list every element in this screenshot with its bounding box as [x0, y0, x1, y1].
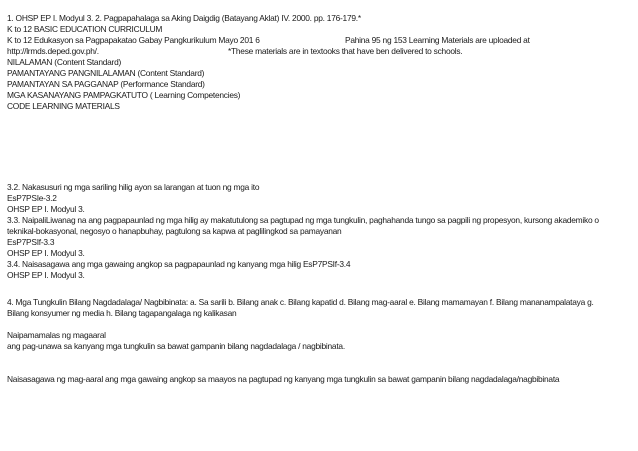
learning-competencies-heading: MGA KASANAYANG PAMPAGKATUTO ( Learning Competencies): [7, 90, 241, 100]
code-3-2: EsP7PSIe-3.2: [7, 193, 57, 203]
content-standard-label: NILALAMAN (Content Standard): [7, 57, 122, 67]
reference-line: 1. OHSP EP I. Modyul 3. 2. Pagpapahalaga sa Aking Daigdig (Batayang Aklat) IV. 2000. pp. 176-179.*: [7, 13, 361, 23]
curriculum-guide-row: [7, 35, 638, 45]
competency-3-3-continued: teknikal-bokasyonal, negosyo o hanapbuhay, pagtulong sa kapwa at paglilingkod sa pamayanan: [7, 226, 342, 236]
competency-3-2: 3.2. Nakasusuri ng mga sariling hilig ayon sa larangan at tuon ng mga ito: [7, 182, 260, 192]
materials-note: *These materials are in textooks that have ben delivered to schools.: [228, 46, 463, 56]
page-info: Pahina 95 ng 153 Learning Materials are uploaded at: [345, 35, 530, 45]
performance-standard-heading: PAMANTAYAN SA PAGGANAP (Performance Standard): [7, 79, 205, 89]
material-3-4: OHSP EP I. Modyul 3.: [7, 270, 85, 280]
material-3-2: OHSP EP I. Modyul 3.: [7, 204, 85, 214]
code-learning-materials-heading: CODE LEARNING MATERIALS: [7, 101, 120, 111]
code-3-3: EsP7PSIf-3.3: [7, 237, 55, 247]
tungkulin-heading: 4. Mga Tungkulin Bilang Nagdadalaga/ Nagbibinata: a. Sa sarili b. Bilang anak c. Bilang kapatid d. Bilang mag-aaral e. Bilang mamamayan f. Bilang mananampalataya g.: [7, 297, 594, 307]
lrmds-row: [7, 46, 638, 56]
tungkulin-heading-continued: Bilang konsyumer ng media h. Bilang tagapangalaga ng kalikasan: [7, 308, 237, 318]
competency-3-4: 3.4. Naisasagawa ang mga gawaing angkop sa pagpapaunlad ng kanyang mga hilig EsP7PSIf-3.4: [7, 259, 351, 269]
performance-standard-text: Naisasagawa ng mag-aaral ang mga gawaing angkop sa maayos na pagtupad ng kanyang mga tungkulin sa bawat gampanin bilang nagdadalaga/nagbibinata: [7, 374, 560, 384]
content-standard-text-continued: ang pag-unawa sa kanyang mga tungkulin sa bawat gampanin bilang nagdadalaga / nagbibinata.: [7, 341, 345, 351]
competency-3-3: 3.3. NaipaliLiwanag na ang pagpapaunlad ng mga hilig ay makatutulong sa pagtupad ng mga tungkulin, paghahanda tungo sa pagpili ng propesyon, kursong akademiko o: [7, 215, 599, 225]
curriculum-heading: K to 12 BASIC EDUCATION CURRICULUM: [7, 24, 163, 34]
curriculum-guide-title: K to 12 Edukasyon sa Pagpapakatao Gabay Pangkurikulum Mayo 201 6: [7, 35, 260, 45]
lrmds-link[interactable]: http://lrmds.deped.gov.ph/.: [7, 46, 99, 56]
content-standard-text: Naipamamalas ng magaaral: [7, 330, 106, 340]
content-standard-heading: PAMANTAYANG PANGNILALAMAN (Content Standard): [7, 68, 205, 78]
material-3-3: OHSP EP I. Modyul 3.: [7, 248, 85, 258]
